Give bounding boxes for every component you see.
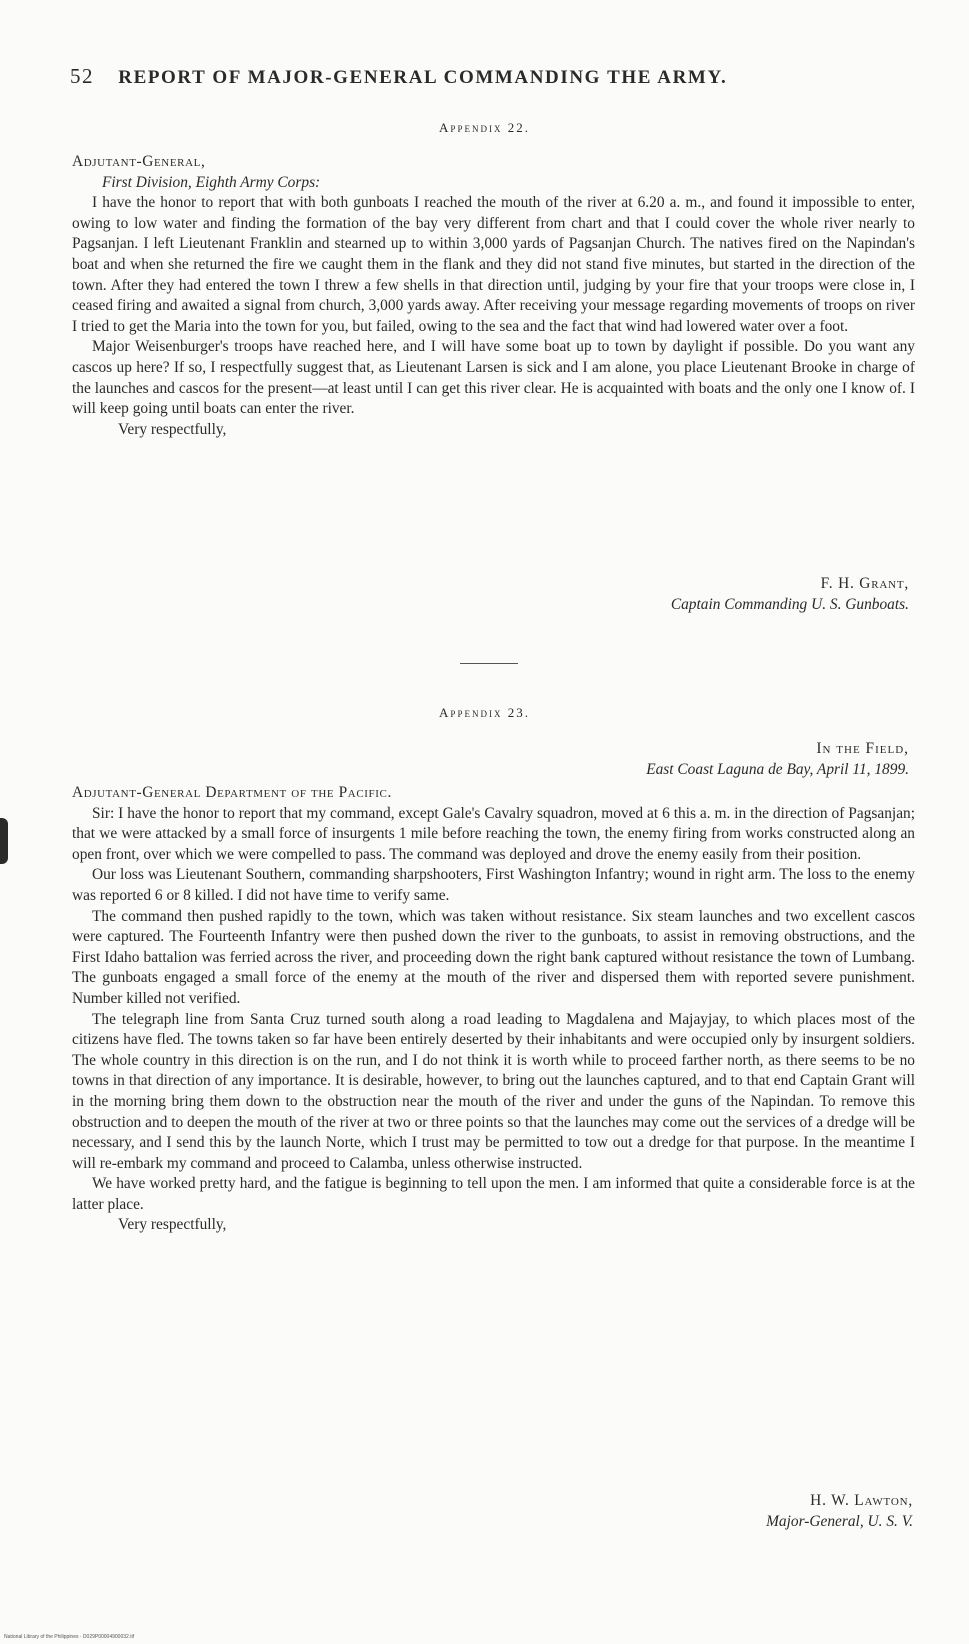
- section-divider: [460, 663, 518, 664]
- paragraph: The telegraph line from Santa Cruz turned south along a road leading to Magdalena and Majayjay, to which places most of the citizens have fled. The towns taken so far have been entirely deserted by their inhabitants and were occupied only by insurgent soldiers. The whole country in this direction is on the run, and I do not think it is worth while to proceed farther north, as there seems to be no towns in that direction of any importance. It is desirable, however, to bring out the launches captured, and to that end Captain Grant will in the morning bring them down to the obstruction near the mouth of the river and under the guns of the Napindan. To remove this obstruction and to deepen the mouth of the river at two or three points so that the launches may come out the services of a dredge will be necessary, and I send this by the launch Norte, which I trust may be permitted to tow out a dredge for that purpose. In the meantime I will re-embark my command and proceed to Calamba, unless otherwise instructed.: [72, 1010, 915, 1172]
- closing: Very respectfully,: [118, 1216, 227, 1234]
- appendix-23-title: Appendix 23.: [439, 705, 530, 720]
- addressee: Adjutant-General Department of the Pacific.: [72, 784, 392, 801]
- signature-name: H. W. Lawton,: [810, 1492, 913, 1509]
- paragraph: Our loss was Lieutenant Southern, commanding sharpshooters, First Washington Infantry; wound in right arm. The loss to the enemy was reported 6 or 8 killed. I did not have time to verify same.: [72, 866, 915, 904]
- paragraph: Major Weisenburger's troops have reached here, and I will have some boat up to town by daylight if possible. Do you want any cascos up here? If so, I respectfully suggest that, as Lieutenant Larsen is sick and I am alone, you place Lieutenant Brooke in charge of the launches and cascos for the present—at least until I can get this river clear. He is acquainted with boats and the only one I know of. I will keep going until boats can enter the river.: [72, 338, 915, 418]
- page-number: 52: [70, 64, 94, 88]
- addressee-line-2: First Division, Eighth Army Corps:: [102, 173, 321, 191]
- appendix-23-body: [72, 783, 915, 1236]
- paragraph: I have the honor to report that with both gunboats I reached the mouth of the river at 6.20 a. m., and found it impossible to enter, owing to low water and finding the formation of the bay very different from chart and that I could cover the whole river nearly to Pagsanjan. I left Lieutenant Franklin and stearned up to within 3,000 yards of Pagsanjan Church. The natives fired on the Napindan's boat and when she returned the fire we caught them in the flank and they did not stand five minutes, but started in the direction of the town. After they had entered the town I threw a few shells in that direction until, judging by your fire that your troops were close in, I ceased firing and awaited a signal from church, 3,000 yards away. After receiving your message regarding movements of troops on river I tried to get the Maria into the town for you, but failed, owing to the sea and the fact that wind had lowered water over a foot.: [72, 194, 915, 335]
- addressee-line-1: Adjutant-General,: [72, 153, 206, 170]
- signature-rank: Captain Commanding U. S. Gunboats.: [670, 596, 909, 613]
- dateline: [646, 738, 909, 780]
- scan-credit: National Library of the Philippines · D029P00004900032.tif: [4, 1634, 135, 1640]
- appendix-22-body: [72, 152, 915, 440]
- page-binding-shadow: [0, 818, 8, 864]
- signature-name: F. H. Grant,: [820, 575, 909, 592]
- paragraph: Sir: I have the honor to report that my command, except Gale's Cavalry squadron, moved at 6 this a. m. in the direction of Pagsanjan; that we were attacked by a small force of insurgents 1 mile before reaching the town, the enemy firing from works constructed along an open front, over which we were compelled to pass. The command was deployed and drove the enemy easily from their position.: [72, 804, 915, 863]
- signature-block-grant: [671, 573, 909, 615]
- signature-block-lawton: [766, 1490, 913, 1532]
- dateline-location-date: East Coast Laguna de Bay, April 11, 1899.: [646, 761, 909, 778]
- paragraph: We have worked pretty hard, and the fatigue is beginning to tell upon the men. I am informed that quite a considerable force is at the latter place.: [72, 1175, 915, 1213]
- dateline-place: In the Field,: [816, 740, 909, 757]
- running-title: REPORT OF MAJOR-GENERAL COMMANDING THE ARMY.: [118, 67, 728, 88]
- paragraph: The command then pushed rapidly to the town, which was taken without resistance. Six steam launches and two excellent cascos were captured. The Fourteenth Infantry were then pushed down the river to the gunboats, to assist in removing obstructions, and the First Idaho battalion was ferried across the river, and proceeding down the right bank captured without resistance the town of Lumbang. The gunboats engaged a small force of the enemy at the mouth of the river and dispersed them with reported severe punishment. Number killed not verified.: [72, 907, 915, 1007]
- closing: Very respectfully,: [118, 420, 227, 438]
- appendix-22-title: Appendix 22.: [439, 120, 530, 135]
- signature-rank: Major-General, U. S. V.: [766, 1513, 913, 1530]
- page-header: [70, 64, 910, 89]
